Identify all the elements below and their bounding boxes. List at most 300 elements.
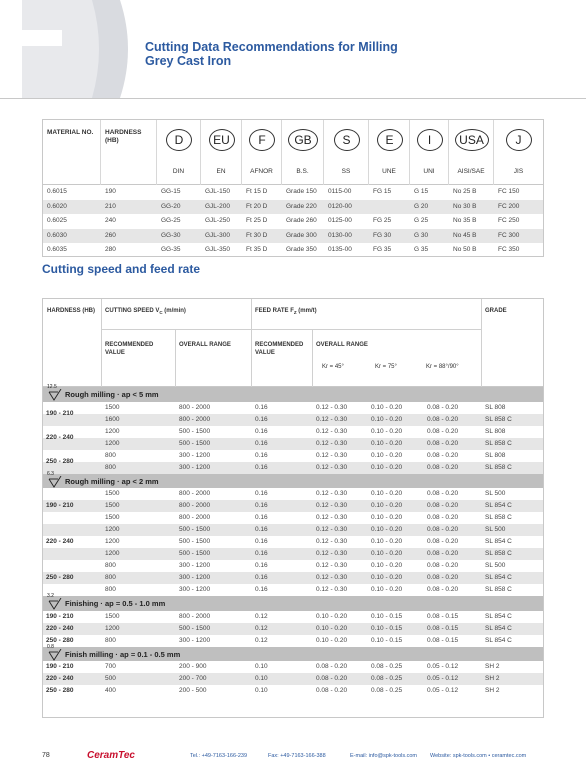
std-name: AISI/SAE <box>457 168 485 175</box>
table-cell: GJL-250 <box>205 217 230 225</box>
section-subtitle: Cutting speed and feed rate <box>42 262 201 276</box>
table-cell: 1500 <box>105 514 120 521</box>
std-col-en <box>201 120 242 185</box>
hardness-range: 190 - 210 <box>46 612 74 620</box>
hardness-range: 250 - 280 <box>46 574 74 581</box>
std-badge: F <box>249 129 275 151</box>
table-cell: GG-20 <box>161 202 181 210</box>
table-cell: 1500 <box>105 490 120 497</box>
table-cell: Grade 300 <box>286 231 317 239</box>
table-row <box>43 462 543 474</box>
table-cell: SL 858 C <box>485 439 512 447</box>
table-cell: G 30 <box>414 231 429 239</box>
table-cell: 800 - 2000 <box>179 403 211 411</box>
h-kr-45: Kr = 45° <box>322 364 344 370</box>
table-cell: 0.16 <box>255 451 268 459</box>
table-cell: 0.08 - 0.20 <box>427 490 459 497</box>
table-cell: 1200 <box>105 526 120 533</box>
std-col-une <box>369 120 410 185</box>
table-cell: SL 854 C <box>485 624 512 632</box>
table-cell: 1200 <box>105 624 120 632</box>
table-cell: G 20 <box>414 202 429 210</box>
table-cell: 0115-00 <box>328 188 352 195</box>
table-cell: 0.10 - 0.15 <box>371 612 403 620</box>
footer-web: Website: spk-tools.com • ceramtec.com <box>430 753 527 759</box>
table-cell: 240 <box>105 217 116 225</box>
table-cell: 0.10 - 0.20 <box>371 415 403 423</box>
table-cell: 0.05 - 0.12 <box>427 663 459 670</box>
table-cell: 0.12 - 0.30 <box>316 490 348 497</box>
table-cell: 800 <box>105 463 116 471</box>
std-badge: I <box>417 129 443 151</box>
table-cell: SL 854 C <box>485 636 512 644</box>
table-cell: 0.08 - 0.20 <box>427 427 459 435</box>
table-cell: 0.16 <box>255 586 268 593</box>
table-cell: 0.10 <box>255 663 268 670</box>
table-cell: 0.10 - 0.20 <box>371 427 403 435</box>
table-cell: 1500 <box>105 612 120 620</box>
hardness-range: 190 - 210 <box>46 663 74 670</box>
table-cell: 0.12 <box>255 612 268 620</box>
table-cell: 0.16 <box>255 490 268 497</box>
col-material <box>43 120 101 185</box>
h-hardness: HARDNESS (HB) <box>47 308 95 314</box>
hardness-range: 190 - 210 <box>46 409 74 417</box>
surface-roughness-icon <box>47 649 63 661</box>
table-cell: G 25 <box>414 217 429 225</box>
page-footer <box>0 750 586 764</box>
table-cell: 300 - 1200 <box>179 463 211 471</box>
table-cell: 500 - 1500 <box>179 526 211 533</box>
header-decoration <box>0 0 140 98</box>
table-cell: SH 2 <box>485 663 500 670</box>
std-name: UNE <box>382 168 396 175</box>
table-cell: SL 808 <box>485 427 506 435</box>
table-row <box>43 243 543 258</box>
hardness-range: 220 - 240 <box>46 675 74 682</box>
h-recommended-value-feed: RECOMMENDED VALUE <box>255 342 304 356</box>
table-cell: SL 854 C <box>485 574 512 581</box>
table-cell: SH 2 <box>485 687 500 694</box>
table-row <box>43 572 543 584</box>
table-cell: 0.16 <box>255 439 268 447</box>
table-cell: 0.16 <box>255 502 268 509</box>
h-overall-range-feed: OVERALL RANGE <box>316 342 368 348</box>
footer-email: E-mail: info@spk-tools.com <box>350 753 418 759</box>
table-cell: FG 35 <box>373 246 392 254</box>
table-cell: 0.08 - 0.20 <box>427 463 459 471</box>
table-cell: FC 250 <box>498 217 520 225</box>
h-recommended-value: RECOMMENDED VALUE <box>105 342 154 356</box>
material-table <box>42 119 544 257</box>
table-cell: SL 858 C <box>485 550 512 557</box>
table-cell: 0120-00 <box>328 202 352 210</box>
table-cell: 800 <box>105 451 116 459</box>
std-name: B.S. <box>296 168 309 175</box>
table-cell: 0125-00 <box>328 217 352 225</box>
table-row <box>43 426 543 438</box>
table-cell: 0.12 - 0.30 <box>316 463 348 471</box>
table-cell: SL 854 C <box>485 538 512 545</box>
table-cell: SL 858 C <box>485 514 512 521</box>
table-row <box>43 673 543 685</box>
table-cell: 0.12 - 0.30 <box>316 526 348 533</box>
table-cell: 0.10 - 0.20 <box>371 439 403 447</box>
table-cell: 0.16 <box>255 538 268 545</box>
table-cell: Grade 150 <box>286 188 317 195</box>
table-cell: 0.08 - 0.25 <box>371 663 403 670</box>
table-cell: 1500 <box>105 403 120 411</box>
std-col-bs <box>282 120 324 185</box>
table-cell: G 35 <box>414 246 429 254</box>
table-cell: GJL-350 <box>205 246 230 254</box>
page-title <box>145 40 398 68</box>
table-cell: FC 200 <box>498 202 520 210</box>
std-badge: S <box>334 129 360 151</box>
table-cell: FG 30 <box>373 231 392 239</box>
table-cell: 0.08 - 0.20 <box>316 663 348 670</box>
std-name: JIS <box>513 168 524 175</box>
std-col-afnor <box>242 120 282 185</box>
table-cell: SL 854 C <box>485 502 512 509</box>
table-cell: Grade 220 <box>286 202 317 210</box>
table-cell: SL 858 C <box>485 463 512 471</box>
table-cell: SL 500 <box>485 526 506 533</box>
table-row <box>43 438 543 450</box>
table-cell: 1200 <box>105 538 120 545</box>
footer-fax: Fax: +49-7163-166-388 <box>268 753 326 759</box>
table-cell: 0.16 <box>255 550 268 557</box>
table-cell: 0.10 - 0.20 <box>371 586 403 593</box>
table-cell: 0.10 - 0.20 <box>316 636 348 644</box>
table-cell: SL 500 <box>485 562 506 569</box>
table-cell: Ft 30 D <box>246 231 268 239</box>
table-cell: 200 - 700 <box>179 675 207 682</box>
col-hardness <box>101 120 157 185</box>
table-cell: 500 - 1500 <box>179 439 211 447</box>
surface-roughness-icon <box>47 389 63 401</box>
table-cell: 0.12 - 0.30 <box>316 514 348 521</box>
std-badge: E <box>377 129 403 151</box>
table-cell: GG-25 <box>161 217 181 225</box>
section-label: Rough milling · ap < 5 mm <box>65 390 159 399</box>
table-cell: 800 <box>105 636 116 644</box>
table-cell: 0.12 - 0.30 <box>316 586 348 593</box>
table-cell: 500 <box>105 675 116 682</box>
table-cell: 0.10 - 0.20 <box>316 624 348 632</box>
table-row <box>43 623 543 635</box>
table-cell: Ft 35 D <box>246 246 268 254</box>
table-cell: 0.10 - 0.20 <box>371 574 403 581</box>
table-row <box>43 536 543 548</box>
title-line-2: Grey Cast Iron <box>145 54 232 68</box>
table-cell: SL 858 C <box>485 415 512 423</box>
h-cutting-speed: CUTTING SPEED $V_C$ (m/min) <box>105 308 186 316</box>
hardness-range: 220 - 240 <box>46 538 74 545</box>
hardness-range: 220 - 240 <box>46 624 74 632</box>
table-cell: 400 <box>105 687 116 694</box>
table-cell: 0.10 - 0.20 <box>371 403 403 411</box>
table-cell: 500 - 1500 <box>179 538 211 545</box>
table-cell: 1200 <box>105 550 120 557</box>
table-cell: 0.10 - 0.20 <box>371 526 403 533</box>
h-grade: GRADE <box>485 308 507 314</box>
std-col-din <box>157 120 201 185</box>
table-cell: 0.16 <box>255 526 268 533</box>
table-cell: 0.10 - 0.20 <box>371 463 403 471</box>
table-cell: GJL-300 <box>205 231 230 239</box>
table-cell: 0.12 <box>255 636 268 644</box>
table-cell: Grade 350 <box>286 246 317 254</box>
table-row <box>43 488 543 500</box>
table-cell: 300 - 1200 <box>179 451 211 459</box>
title-line-1: Cutting Data Recommendations for Milling <box>145 40 398 54</box>
table-cell: 800 - 2000 <box>179 415 211 423</box>
table-cell: 0.12 - 0.30 <box>316 574 348 581</box>
table-cell: 0130-00 <box>328 231 352 239</box>
table-cell: 260 <box>105 231 116 239</box>
table-cell: 0.12 - 0.30 <box>316 502 348 509</box>
std-name: EN <box>216 168 226 175</box>
table-cell: SL 500 <box>485 490 506 497</box>
surface-roughness-icon <box>47 476 63 488</box>
table-cell: 0.16 <box>255 574 268 581</box>
table-cell: FG 25 <box>373 217 392 225</box>
table-row <box>43 214 543 229</box>
table-cell: 0.10 - 0.15 <box>371 624 403 632</box>
std-name: AFNOR <box>250 168 273 175</box>
table-cell: Ft 15 D <box>246 188 268 195</box>
table-cell: 0.12 - 0.30 <box>316 439 348 447</box>
table-cell: 0.08 - 0.20 <box>427 514 459 521</box>
roughness-value: 0.8 <box>47 643 54 650</box>
roughness-value: 6.3 <box>47 470 54 477</box>
table-cell: No 35 B <box>453 217 477 225</box>
table-cell: 0.10 - 0.20 <box>371 562 403 569</box>
table-cell: 0.08 - 0.20 <box>427 415 459 423</box>
table-cell: 0.10 - 0.20 <box>316 612 348 620</box>
table-cell: SL 808 <box>485 451 506 459</box>
table-cell: FG 15 <box>373 188 392 195</box>
table-cell: No 50 B <box>453 246 477 254</box>
table-cell: 800 - 2000 <box>179 490 211 497</box>
table-cell: 0.6025 <box>47 217 67 225</box>
table-cell: 0.08 - 0.20 <box>427 502 459 509</box>
table-cell: SL 858 C <box>485 586 512 593</box>
table-cell: 200 - 900 <box>179 663 207 670</box>
table-row <box>43 500 543 512</box>
hardness-range: 220 - 240 <box>46 433 74 441</box>
table-cell: No 25 B <box>453 188 477 195</box>
table-cell: 0.08 - 0.15 <box>427 624 459 632</box>
table-cell: 0.6015 <box>47 188 67 195</box>
table-row <box>43 548 543 560</box>
table-cell: 0.10 <box>255 675 268 682</box>
table-row <box>43 611 543 623</box>
table-cell: 0.6020 <box>47 202 67 210</box>
col-hardness-label: HARDNESS (HB) <box>105 129 142 144</box>
table-cell: 0.08 - 0.20 <box>316 675 348 682</box>
table-cell: 0.10 - 0.20 <box>371 451 403 459</box>
table-cell: 0.08 - 0.25 <box>371 675 403 682</box>
table-cell: 700 <box>105 663 116 670</box>
table-cell: 800 - 2000 <box>179 612 211 620</box>
footer-tel: Tel.: +49-7163-166-239 <box>190 753 248 759</box>
table-cell: 1500 <box>105 502 120 509</box>
table-cell: SL 854 C <box>485 612 512 620</box>
table-cell: 1200 <box>105 427 120 435</box>
table-cell: 0.05 - 0.12 <box>427 687 459 694</box>
std-name: UNI <box>423 168 435 175</box>
table-row <box>43 584 543 596</box>
table-row <box>43 512 543 524</box>
table-cell: 0.10 <box>255 687 268 694</box>
std-col-ss <box>324 120 369 185</box>
table-row <box>43 635 543 647</box>
std-col-aisisae <box>449 120 494 185</box>
table-cell: 0.12 - 0.30 <box>316 415 348 423</box>
table-cell: 0.08 - 0.20 <box>427 574 459 581</box>
table-row <box>43 685 543 697</box>
table-row <box>43 200 543 215</box>
roughness-value: 12.5 <box>47 384 57 390</box>
table-cell: 0.08 - 0.20 <box>316 687 348 694</box>
section-band <box>43 593 543 611</box>
table-cell: 300 - 1200 <box>179 574 211 581</box>
section-label: Finish milling · ap = 0.1 - 0.5 mm <box>65 649 181 659</box>
std-badge: J <box>506 129 532 151</box>
table-cell: FC 300 <box>498 231 520 239</box>
col-material-label: MATERIAL NO. <box>47 129 94 136</box>
table-row <box>43 661 543 673</box>
table-cell: 0.08 - 0.20 <box>427 562 459 569</box>
table-cell: 0.6035 <box>47 246 67 254</box>
section-label: Finishing · ap = 0.5 - 1.0 mm <box>65 599 166 608</box>
table-cell: 300 - 1200 <box>179 636 211 644</box>
std-col-jis <box>494 120 543 185</box>
page-number: 78 <box>42 752 50 759</box>
table-cell: 0.12 - 0.30 <box>316 403 348 411</box>
std-badge: GB <box>288 129 318 151</box>
table-cell: 0.12 - 0.30 <box>316 427 348 435</box>
hardness-range: 190 - 210 <box>46 502 74 509</box>
table-cell: 0.12 <box>255 624 268 632</box>
table-cell: 1600 <box>105 415 120 423</box>
h-kr-75: Kr = 75° <box>375 364 397 370</box>
table-cell: 500 - 1500 <box>179 427 211 435</box>
hardness-range: 250 - 280 <box>46 636 74 644</box>
table-cell: 0.08 - 0.20 <box>427 586 459 593</box>
table-cell: GG-35 <box>161 246 181 254</box>
hardness-range: 250 - 280 <box>46 457 74 465</box>
table-cell: 0.10 - 0.20 <box>371 550 403 557</box>
table-cell: 0.10 - 0.20 <box>371 538 403 545</box>
h-overall-range: OVERALL RANGE <box>179 342 231 348</box>
table-cell: GJL-150 <box>205 188 230 195</box>
section-band <box>43 470 543 489</box>
table-cell: 0.12 - 0.30 <box>316 550 348 557</box>
table-row <box>43 402 543 414</box>
table-cell: 0.08 - 0.15 <box>427 612 459 620</box>
table-cell: 0.10 - 0.20 <box>371 502 403 509</box>
table-cell: 1200 <box>105 439 120 447</box>
table-cell: 800 <box>105 562 116 569</box>
section-band <box>43 643 543 662</box>
table-cell: 0.12 - 0.30 <box>316 562 348 569</box>
table-cell: 0.16 <box>255 463 268 471</box>
cutting-table <box>42 298 544 718</box>
header-rule <box>0 98 586 99</box>
table-row <box>43 560 543 572</box>
table-cell: SL 808 <box>485 403 506 411</box>
table-cell: No 30 B <box>453 202 477 210</box>
table-cell: 200 - 500 <box>179 687 207 694</box>
table-cell: FC 150 <box>498 188 520 195</box>
std-col-uni <box>410 120 449 185</box>
table-cell: 800 - 2000 <box>179 514 211 521</box>
table-cell: G 15 <box>414 188 429 195</box>
table-cell: GG-30 <box>161 231 181 239</box>
h-kr-88-90: Kr = 88°/90° <box>426 364 459 370</box>
surface-roughness-icon <box>47 598 63 610</box>
table-cell: 0.16 <box>255 415 268 423</box>
table-cell: 500 - 1500 <box>179 624 211 632</box>
roughness-value: 3.2 <box>47 593 54 599</box>
table-row <box>43 524 543 536</box>
table-row <box>43 185 543 200</box>
table-cell: 280 <box>105 246 116 254</box>
table-cell: 0.10 - 0.20 <box>371 490 403 497</box>
table-cell: 0.16 <box>255 403 268 411</box>
table-cell: 0.08 - 0.25 <box>371 687 403 694</box>
section-band <box>43 384 543 402</box>
table-row <box>43 414 543 426</box>
table-cell: 0.16 <box>255 427 268 435</box>
table-cell: 0.08 - 0.20 <box>427 403 459 411</box>
table-cell: 0.08 - 0.20 <box>427 538 459 545</box>
page-header <box>0 0 586 98</box>
table-cell: 0.08 - 0.15 <box>427 636 459 644</box>
table-cell: No 45 B <box>453 231 477 239</box>
table-cell: 0.12 - 0.30 <box>316 451 348 459</box>
table-cell: GJL-200 <box>205 202 230 210</box>
table-cell: 500 - 1500 <box>179 550 211 557</box>
table-cell: GG-15 <box>161 188 181 195</box>
table-cell: SH 2 <box>485 675 500 682</box>
table-cell: 0.10 - 0.15 <box>371 636 403 644</box>
table-cell: 0.08 - 0.20 <box>427 451 459 459</box>
table-cell: Ft 20 D <box>246 202 268 210</box>
table-cell: Ft 25 D <box>246 217 268 225</box>
table-cell: 0.12 - 0.30 <box>316 538 348 545</box>
table-cell: 0.05 - 0.12 <box>427 675 459 682</box>
table-cell: 0.16 <box>255 514 268 521</box>
table-cell: 210 <box>105 202 116 210</box>
table-cell: 300 - 1200 <box>179 562 211 569</box>
table-cell: 190 <box>105 188 116 195</box>
table-cell: 800 <box>105 586 116 593</box>
cutting-table-header <box>43 299 543 387</box>
table-cell: 0135-00 <box>328 246 352 254</box>
section-label: Rough milling · ap < 2 mm <box>65 476 159 486</box>
hardness-range: 250 - 280 <box>46 687 74 694</box>
table-row <box>43 229 543 244</box>
table-cell: 0.08 - 0.20 <box>427 550 459 557</box>
material-table-header <box>43 120 543 185</box>
table-row <box>43 450 543 462</box>
h-feed-rate: FEED RATE $F_Z$ (mm/t) <box>255 308 317 316</box>
std-name: DIN <box>172 168 185 175</box>
